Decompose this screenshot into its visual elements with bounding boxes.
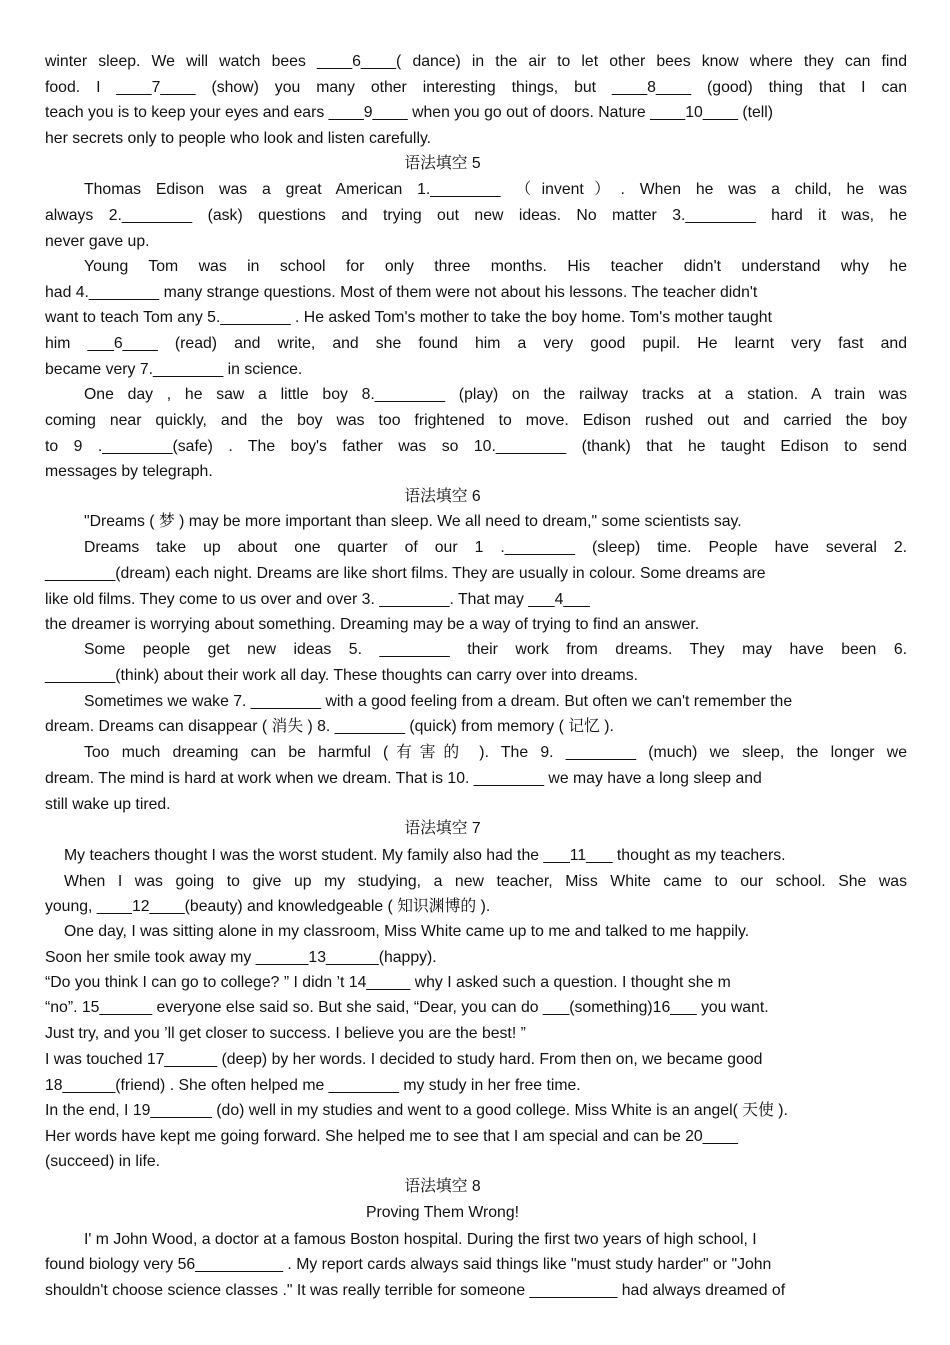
- text-line: Her words have kept me going forward. She helped me to see that I am special and can be 20____: [45, 1128, 738, 1145]
- section-title: 语法填空 8: [404, 1178, 481, 1195]
- text-line: “no”. 15______ everyone else said so. But she said, “Dear, you can do ___(something)16___ you want.: [45, 999, 769, 1016]
- text-line: Soon her smile took away my ______13______(happy).: [45, 949, 437, 966]
- text-line: ________(think) about their work all day. These thoughts can carry over into dreams.: [45, 667, 639, 684]
- text-line: to 9 .________(safe) . The boy's father was so 10.________ (thank) that he taught Edison to send: [45, 438, 907, 455]
- text-line: became very 7.________ in science.: [45, 361, 303, 378]
- text-line: Some people get new ideas 5. ________ their work from dreams. They may have been 6.: [84, 641, 907, 658]
- text-line: 18______(friend) . She often helped me ________ my study in her free time.: [45, 1077, 581, 1094]
- text-line: Thomas Edison was a great American 1.________ （invent）. When he was a child, he was: [84, 181, 907, 198]
- text-line: him ___6____ (read) and write, and she found him a very good pupil. He learnt very fast and: [45, 335, 907, 352]
- text-line: dream. The mind is hard at work when we dream. That is 10. ________ we may have a long sleep and: [45, 770, 762, 787]
- section-title: 语法填空 5: [404, 155, 481, 172]
- text-line: Dreams take up about one quarter of our 1 .________ (sleep) time. People have several 2.: [84, 539, 907, 556]
- text-line: found biology very 56__________ . My report cards always said things like "must study harder" or "John: [45, 1256, 772, 1273]
- text-line: My teachers thought I was the worst student. My family also had the ___11___ thought as my teachers.: [64, 847, 786, 864]
- text-line: her secrets only to people who look and listen carefully.: [45, 130, 432, 147]
- text-line: I' m John Wood, a doctor at a famous Boston hospital. During the first two years of high school, I: [84, 1231, 757, 1248]
- passage-title: Proving Them Wrong!: [365, 1204, 520, 1221]
- text-line: Sometimes we wake 7. ________ with a good feeling from a dream. But often we can't remember the: [84, 693, 793, 710]
- section-title: 语法填空 7: [404, 820, 481, 837]
- text-line: like old films. They come to us over and over 3. ________. That may ___4___: [45, 591, 590, 608]
- text-line: One day, I was sitting alone in my classroom, Miss White came up to me and talked to me happily.: [64, 923, 750, 940]
- text-line: ________(dream) each night. Dreams are like short films. They are usually in colour. Some dreams are: [45, 565, 766, 582]
- text-line: coming near quickly, and the boy was too frightened to move. Edison rushed out and carried the boy: [45, 412, 907, 429]
- text-line: shouldn't choose science classes ." It was really terrible for someone __________ had always dreamed of: [45, 1282, 786, 1299]
- text-line: never gave up.: [45, 233, 150, 250]
- text-line: Young Tom was in school for only three months. His teacher didn't understand why he: [84, 258, 907, 275]
- section-title: 语法填空 6: [404, 488, 481, 505]
- text-line: Too much dreaming can be harmful (有害的 ). The 9. ________ (much) we sleep, the longer we: [84, 744, 907, 761]
- text-line: young, ____12____(beauty) and knowledgeable ( 知识渊博的 ).: [45, 898, 491, 915]
- text-line: always 2.________ (ask) questions and trying out new ideas. No matter 3.________ hard it was, he: [45, 207, 907, 224]
- text-line: want to teach Tom any 5.________ . He asked Tom's mother to take the boy home. Tom's mother taught: [45, 309, 772, 326]
- text-line: In the end, I 19_______ (do) well in my studies and went to a good college. Miss White is an angel( 天使 ).: [45, 1102, 788, 1119]
- text-line: Just try, and you ’ll get closer to success. I believe you are the best! ”: [45, 1025, 526, 1042]
- text-line: messages by telegraph.: [45, 463, 213, 480]
- text-line: dream. Dreams can disappear ( 消失 ) 8. ________ (quick) from memory ( 记忆 ).: [45, 718, 614, 735]
- text-line: had 4.________ many strange questions. Most of them were not about his lessons. The teacher didn't: [45, 284, 758, 301]
- text-line: “Do you think I can go to college? ” I didn ’t 14_____ why I asked such a question. I thought she m: [45, 974, 731, 991]
- text-line: When I was going to give up my studying, a new teacher, Miss White came to our school. She was: [64, 873, 907, 890]
- text-line: One day , he saw a little boy 8.________ (play) on the railway tracks at a station. A train was: [84, 386, 907, 403]
- text-line: still wake up tired.: [45, 796, 171, 813]
- text-line: winter sleep. We will watch bees ____6____( dance) in the air to let other bees know where they can find: [45, 53, 907, 70]
- text-line: "Dreams ( 梦 ) may be more important than sleep. We all need to dream," some scientists say.: [84, 513, 742, 530]
- text-line: the dreamer is worrying about something. Dreaming may be a way of trying to find an answer.: [45, 616, 700, 633]
- text-line: teach you is to keep your eyes and ears ____9____ when you go out of doors. Nature ____10____ (tell): [45, 104, 774, 121]
- text-line: (succeed) in life.: [45, 1153, 161, 1170]
- text-line: I was touched 17______ (deep) by her words. I decided to study hard. From then on, we became good: [45, 1051, 763, 1068]
- text-line: food. I ____7____ (show) you many other interesting things, but ____8____ (good) thing that I can: [45, 79, 907, 96]
